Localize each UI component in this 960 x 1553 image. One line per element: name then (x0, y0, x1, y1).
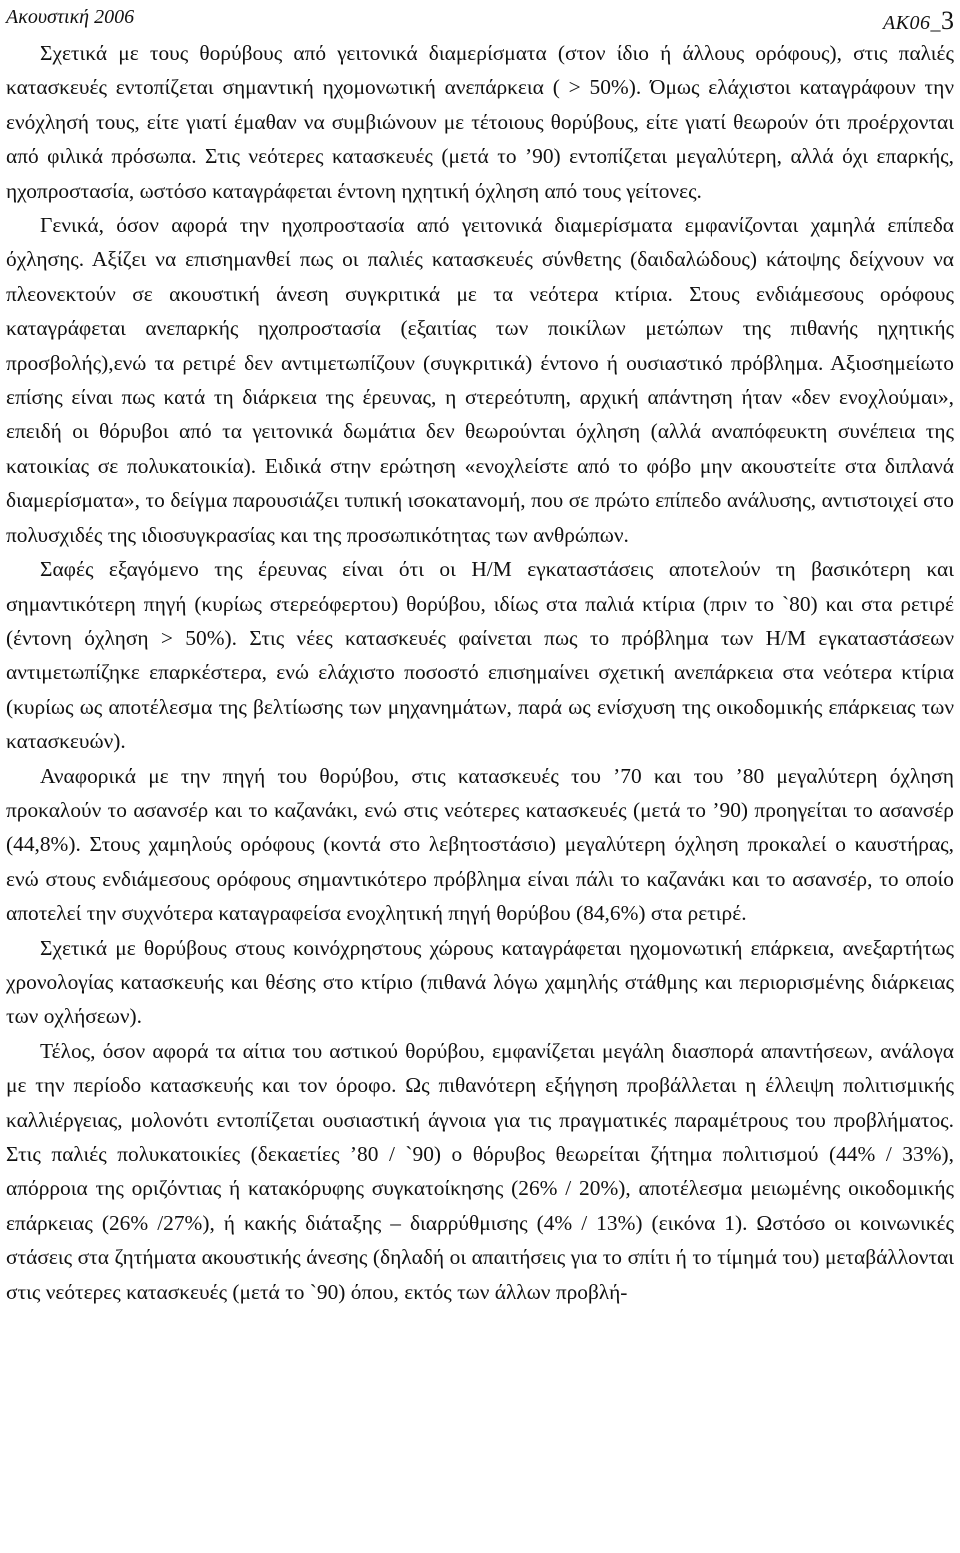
paragraph-neighbour-noise: Σχετικά με τους θορύβους από γειτονικά διαμερίσματα (στον ίδιο ή άλλους ορόφους), στις παλιές κατασκευές εντοπίζεται σημαντική ηχομονωτική ανεπάρκεια ( > 50%). Όμως ελάχιστοι καταγράφουν την ενόχλησή τους, είτε γιατί έμαθαν να συμβιώνουν με τέτοιους θορύβους, είτε γιατί θεωρούν ότι προέρχονται από φιλικά πρόσωπα. Στις νεότερες κατασκευές (μετά το ’90) εντοπίζεται μεγαλύτερη, αλλά όχι επαρκής, ηχοπροστασία, ωστόσο καταγράφεται έντονη ηχητική όχληση από τους γείτονες. (6, 41, 954, 203)
header-publication-title: Ακουστική 2006 (6, 6, 135, 28)
header-code: ΑΚ06_ (882, 12, 941, 34)
header-page-id (883, 6, 954, 36)
page-header (6, 0, 954, 36)
document-page (6, 0, 954, 1309)
paragraph-common-areas: Σχετικά με θορύβους στους κοινόχρηστους χώρους καταγράφεται ηχομονωτική επάρκεια, ανεξαρτήτως χρονολογίας κατασκευής και θέσης στο κτίριο (πιθανά λόγω χαμηλής στάθμης και περιορισμένης διάρκειας των οχλήσεων). (6, 935, 954, 1029)
paragraph-mechanical-installations: Σαφές εξαγόμενο της έρευνας είναι ότι οι Η/Μ εγκαταστάσεις αποτελούν τη βασικότερη και σημαντικότερη πηγή (κυρίως στερεόφερτου) θορύβου, ιδίως στα παλιά κτίρια (πριν το `80) και στα ρετιρέ (έντονη όχληση > 50%). Στις νέες κατασκευές φαίνεται πως το πρόβλημα των Η/Μ εγκαταστάσεων αντιμετωπίζηκε επαρκέστερα, ενώ ελάχιστο ποσοστό επισημαίνει σχετική ανεπάρκεια στα νεότερα κτίρια (κυρίως ως αποτέλεσμα της βελτίωσης των μηχανημάτων, παρά ως ενίσχυση της οικοδομικής επάρκειας των κατασκευών). (6, 557, 954, 754)
paragraph-general-findings: Γενικά, όσον αφορά την ηχοπροστασία από γειτονικά διαμερίσματα εμφανίζονται χαμηλά επίπεδα όχλησης. Αξίζει να επισημανθεί πως οι παλιές κατασκευές σύνθετης (δαιδαλώδους) κάτοψης δείχνουν να πλεονεκτούν σε ακουστική άνεση συγκριτικά με τα νεότερα κτίρια. Στους ενδιάμεσους ορόφους καταγράφεται ανεπαρκής ηχοπροστασία (εξαιτίας των ποικίλων μετώπων της πιθανής ηχητικής προσβολής),ενώ τα ρετιρέ δεν αντιμετωπίζουν (συγκριτικά) έντονο ή ουσιαστικό πρόβλημα. Αξιοσημείωτο επίσης είναι πως κατά τη διάρκεια της έρευνας, η στερεότυπη, αρχική απάντηση ήταν «δεν ενοχλούμαι», επειδή οι θόρυβοι από τα γειτονικά δωμάτια δεν θεωρούνται όχληση (αλλά αναπόφευκτη συνέπεια της κατοικίας σε πολυκατοικία). Ειδικά στην ερώτηση «ενοχλείστε από το φόβο μην ακουστείτε στα διπλανά διαμερίσματα», το δείγμα παρουσιάζει τυπική ισοκατανομή, που σε πρώτο επίπεδο ανάλυσης, αντιστοιχεί στο πολυσχιδές της ιδιοσυγκρασίας και της προσωπικότητας των ανθρώπων. (6, 213, 954, 547)
page-number: 3 (941, 6, 954, 35)
paragraph-urban-noise-causes: Τέλος, όσον αφορά τα αίτια του αστικού θορύβου, εμφανίζεται μεγάλη διασπορά απαντήσεων, ανάλογα με την περίοδο κατασκευής και τον όροφο. Ως πιθανότερη εξήγηση προβάλλεται η έλλειψη πολιτισμικής καλλιέργειας, μολονότι εντοπίζεται ουσιαστική άγνοια για τις πραγματικές παραμέτρους του προβλήματος. Στις παλιές πολυκατοικίες (δεκαετίες ’80 / `90) ο θόρυβος θεωρείται ζήτημα πολιτισμού (44% / 33%), απόρροια της οριζόντιας ή κατακόρυφης συγκατοίκησης (26% / 20%), αποτέλεσμα μειωμένης οικοδομικής επάρκειας (26% /27%), ή κακής διάταξης – διαρρύθμισης (4% / 13%) (εικόνα 1). Ωστόσο οι κοινωνικές στάσεις στα ζητήματα ακουστικής άνεσης (δηλαδή οι απαιτήσεις για το σπίτι ή το τίμημά του) μεταβάλλονται στις νεότερες κατασκευές (μετά το `90) όπου, εκτός των άλλων προβλή- (6, 1038, 954, 1304)
paragraph-noise-sources: Αναφορικά με την πηγή του θορύβου, στις κατασκευές του ’70 και του ’80 μεγαλύτερη όχληση προκαλούν το ασανσέρ και το καζανάκι, ενώ στις νεότερες κατασκευές (μετά το ’90) προηγείται το ασανσέρ (44,8%). Στους χαμηλούς ορόφους (κοντά στο λεβητοστάσιο) μεγαλύτερη όχληση προκαλεί ο καυστήρας, ενώ στους ενδιάμεσους ορόφους σημαντικότερο πρόβλημα είναι πάλι το καζανάκι και το ασανσέρ, το οποίο αποτελεί την συχνότερα καταγραφείσα ενοχλητική πηγή θορύβου (84,6%) στα ρετιρέ. (6, 763, 954, 926)
